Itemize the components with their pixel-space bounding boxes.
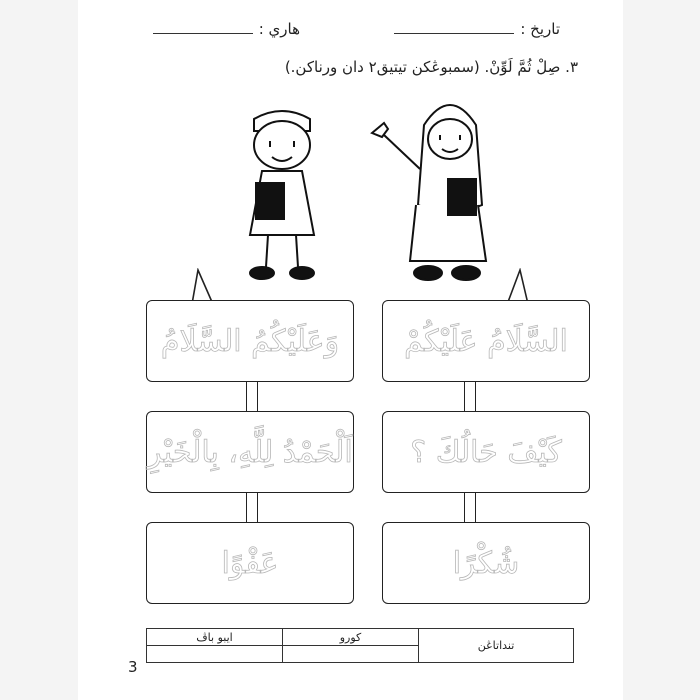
parent-signature-cell[interactable] bbox=[147, 646, 283, 663]
phrase-text: كَيْفَ حَالُكَ ؟ bbox=[410, 434, 562, 470]
phrase-box-right-2 bbox=[382, 411, 590, 493]
phrase-text: عَفْوًا bbox=[221, 545, 279, 581]
parent-column-header: ايبو باڤ bbox=[147, 629, 283, 646]
signature-table bbox=[146, 628, 574, 663]
boy-illustration bbox=[232, 95, 332, 285]
page-number: 3 bbox=[128, 658, 138, 676]
phrase-box-left-1 bbox=[146, 300, 354, 382]
phrase-box-right-3 bbox=[382, 522, 590, 604]
teacher-column-header: کورو bbox=[283, 629, 419, 646]
phrase-text: السَّلَامُ عَلَيْكُمْ bbox=[404, 323, 568, 359]
instruction-text: ٣. صِلْ ثُمَّ لَوِّنْ. (سمبوڠكن تيتيق٢ دان ورناکن.) bbox=[284, 58, 578, 76]
day-blank bbox=[153, 21, 253, 34]
phrase-text: اَلْحَمْدُ لِلَّهِ، بِالْخَيْرِ bbox=[147, 434, 353, 470]
date-field bbox=[394, 20, 560, 38]
teacher-signature-cell[interactable] bbox=[283, 646, 419, 663]
left-speech-tail bbox=[188, 268, 218, 304]
phrase-box-left-3 bbox=[146, 522, 354, 604]
phrase-box-left-2 bbox=[146, 411, 354, 493]
phrase-box-right-1 bbox=[382, 300, 590, 382]
signature-label: تنداتاڠن bbox=[419, 629, 574, 663]
day-field bbox=[153, 20, 300, 38]
date-blank bbox=[394, 21, 514, 34]
connector-left-1 bbox=[246, 381, 258, 411]
phrase-text: وَعَلَيْكُمُ السَّلَامُ bbox=[160, 323, 340, 359]
date-label: تاريخ : bbox=[520, 20, 560, 38]
girl-illustration bbox=[370, 85, 500, 290]
connector-left-2 bbox=[246, 492, 258, 522]
connector-right-2 bbox=[464, 492, 476, 522]
day-label: هاري : bbox=[258, 20, 300, 38]
right-speech-tail bbox=[504, 268, 534, 304]
phrase-text: شُكْرًا bbox=[452, 545, 520, 581]
connector-right-1 bbox=[464, 381, 476, 411]
